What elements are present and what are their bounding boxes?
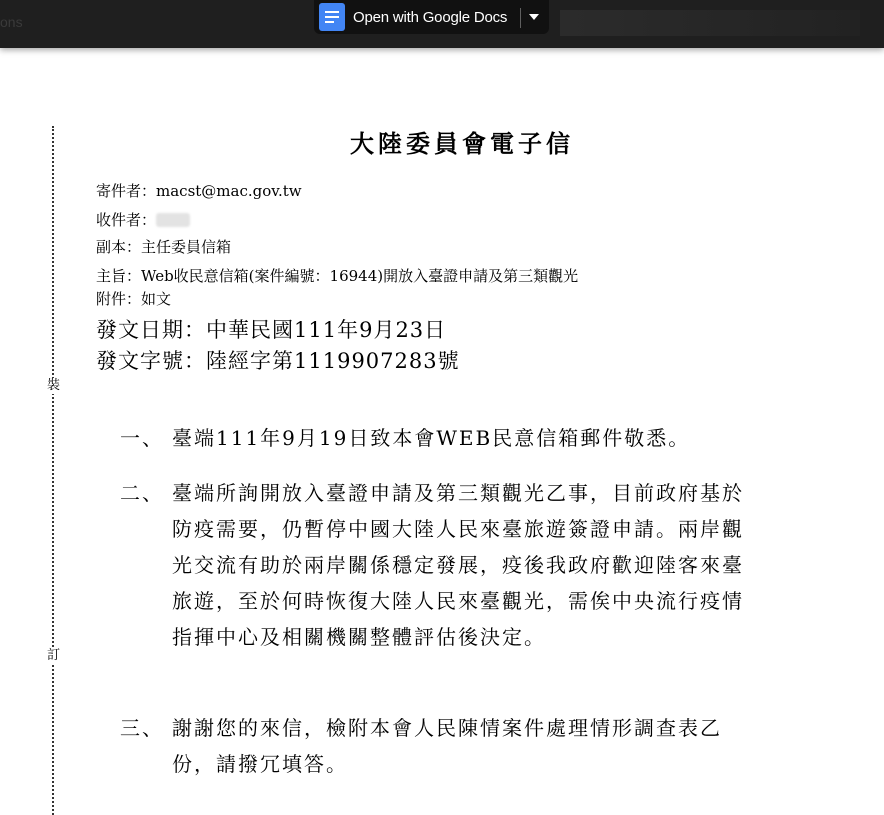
paragraph-text: 臺端111年9月19日致本會WEB民意信箱郵件敬悉。 xyxy=(172,426,691,450)
cc-line: 副本：主任委員信箱 xyxy=(96,238,232,256)
open-with-google-docs-button[interactable] xyxy=(314,0,549,34)
paragraph-2 xyxy=(120,475,760,655)
paragraph-1 xyxy=(120,420,760,456)
subject-line: 主旨：Web收民意信箱(案件編號：16944)開放入臺證申請及第三類觀光 xyxy=(96,267,579,285)
paragraph-text: 謝謝您的來信，檢附本會人民陳情案件處理情形調查表乙份，請撥冗填答。 xyxy=(172,716,722,776)
attachment-line: 附件：如文 xyxy=(96,290,172,308)
issue-date: 發文日期：中華民國111年9月23日 xyxy=(96,318,447,342)
paragraph-text: 臺端所詢開放入臺證申請及第三類觀光乙事，目前政府基於防疫需要，仍暫停中國大陸人民來臺旅遊簽證申請。兩岸觀光交流有助於兩岸關係穩定發展，疫後我政府歡迎陸客來臺旅遊，至於何時恢復大陸人民來臺觀光，需俟中央流行疫情指揮中心及相關機關整體評估後決定。 xyxy=(172,481,744,649)
open-with-divider xyxy=(520,8,521,28)
chevron-down-icon[interactable] xyxy=(529,14,539,20)
binding-mark-top: 裝 xyxy=(47,378,61,393)
background-toolbar-blur xyxy=(560,10,860,36)
viewer-toolbar xyxy=(0,0,884,48)
binding-dotted-line xyxy=(52,126,54,815)
open-with-label: Open with Google Docs xyxy=(353,8,508,26)
paragraph-number: 二、 xyxy=(120,481,164,505)
binding-mark-middle: 訂 xyxy=(47,648,61,663)
redacted-recipient xyxy=(156,213,190,227)
paragraph-number: 三、 xyxy=(120,716,164,740)
paragraph-number: 一、 xyxy=(120,426,164,450)
background-toolbar-text: ons xyxy=(0,14,23,30)
issue-number: 發文字號：陸經字第1119907283號 xyxy=(96,349,460,373)
recipient-label: 收件者： xyxy=(96,211,157,229)
sender-line: 寄件者：macst@mac.gov.tw xyxy=(96,182,302,200)
paragraph-3 xyxy=(120,710,760,782)
recipient-line xyxy=(96,210,190,230)
document-title: 大陸委員會電子信 xyxy=(350,129,574,158)
google-docs-icon xyxy=(319,3,345,31)
